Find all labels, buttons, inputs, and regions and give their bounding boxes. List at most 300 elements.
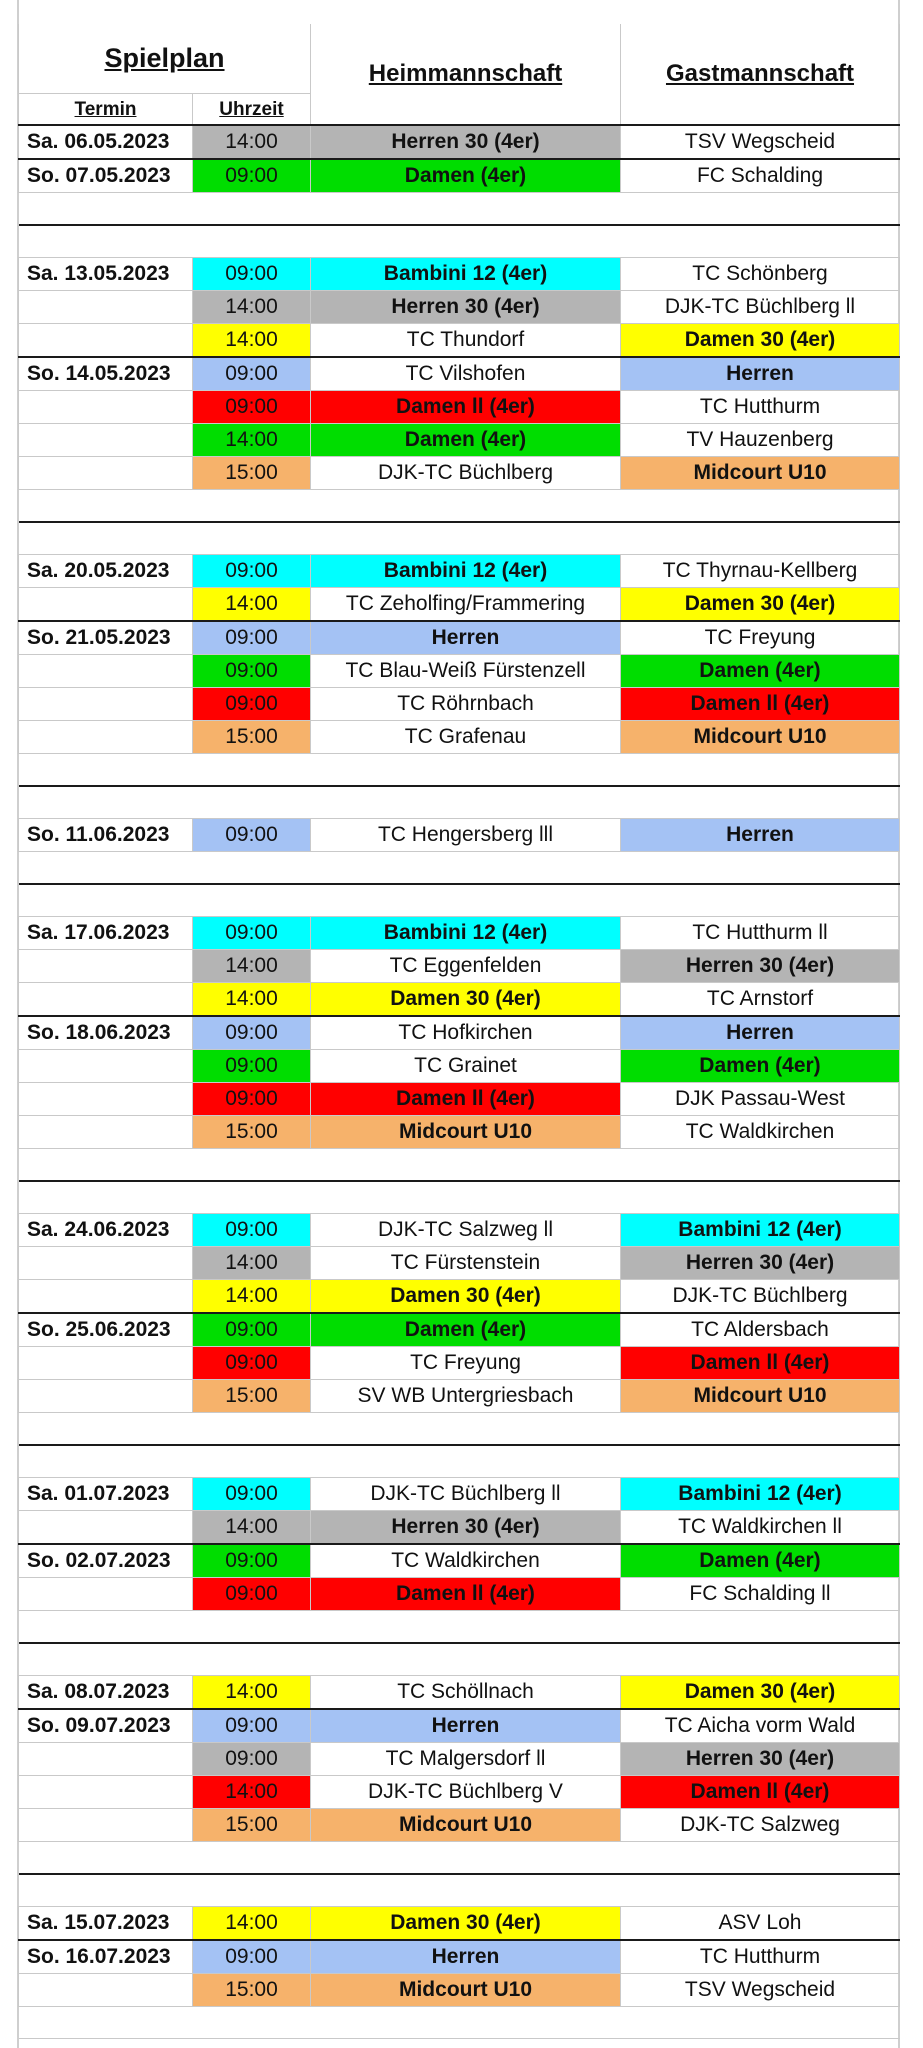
- match-time: 09:00: [193, 1578, 311, 1611]
- match-time: 15:00: [193, 1380, 311, 1413]
- spacer-cell: [311, 522, 621, 555]
- spacer-cell: [19, 1874, 193, 1907]
- spacer-cell: [19, 1643, 193, 1676]
- column-header-termin: Termin: [74, 98, 137, 120]
- column-header-away: Gastmannschaft: [665, 60, 855, 87]
- table-header: [19, 24, 900, 125]
- match-date: [19, 1116, 193, 1149]
- away-team: Bambini 12 (4er): [621, 1478, 900, 1511]
- match-row: [19, 1247, 900, 1280]
- away-team: Damen ll (4er): [621, 1347, 900, 1380]
- away-team: FC Schalding: [621, 159, 900, 193]
- away-team: TC Arnstorf: [621, 983, 900, 1017]
- home-team: Damen ll (4er): [311, 1578, 621, 1611]
- home-team: Damen 30 (4er): [311, 1907, 621, 1941]
- spacer-cell: [311, 1874, 621, 1907]
- spacer-cell: [193, 2007, 311, 2039]
- spacer-cell: [311, 1643, 621, 1676]
- away-team: Damen ll (4er): [621, 688, 900, 721]
- match-row: [19, 555, 900, 588]
- spacer-cell: [621, 852, 900, 885]
- away-team: TSV Wegscheid: [621, 1974, 900, 2007]
- match-time: 09:00: [193, 1313, 311, 1347]
- spacer-row: [19, 754, 900, 787]
- spacer-cell: [311, 1842, 621, 1875]
- match-date: So. 14.05.2023: [19, 357, 193, 391]
- match-row: [19, 1776, 900, 1809]
- match-time: 15:00: [193, 457, 311, 490]
- match-date: So. 02.07.2023: [19, 1544, 193, 1578]
- match-date: So. 18.06.2023: [19, 1016, 193, 1050]
- spacer-cell: [621, 225, 900, 258]
- away-team: ASV Loh: [621, 1907, 900, 1941]
- spacer-cell: [193, 1874, 311, 1907]
- match-row: [19, 1083, 900, 1116]
- schedule-table: [18, 24, 900, 2039]
- match-date: [19, 983, 193, 1017]
- spacer-cell: [19, 193, 193, 226]
- home-team: TC Malgersdorf ll: [311, 1743, 621, 1776]
- spacer-cell: [19, 1611, 193, 1644]
- match-date: Sa. 01.07.2023: [19, 1478, 193, 1511]
- match-row: [19, 1743, 900, 1776]
- spacer-row: [19, 522, 900, 555]
- spacer-cell: [311, 225, 621, 258]
- home-team: Bambini 12 (4er): [311, 258, 621, 291]
- spacer-cell: [311, 852, 621, 885]
- schedule-body: [19, 125, 900, 2039]
- spacer-cell: [19, 1842, 193, 1875]
- spacer-row: [19, 1874, 900, 1907]
- match-date: Sa. 08.07.2023: [19, 1676, 193, 1710]
- spacer-cell: [621, 1643, 900, 1676]
- spacer-row: [19, 490, 900, 523]
- header-uhrzeit-cell: [193, 93, 311, 125]
- spacer-row: [19, 1149, 900, 1182]
- column-header-uhrzeit: Uhrzeit: [219, 98, 284, 120]
- away-team: Damen (4er): [621, 655, 900, 688]
- spacer-cell: [621, 754, 900, 787]
- match-time: 09:00: [193, 621, 311, 655]
- away-team: Midcourt U10: [621, 721, 900, 754]
- match-row: [19, 424, 900, 457]
- spacer-cell: [621, 1149, 900, 1182]
- page-title: Spielplan: [104, 42, 225, 73]
- match-row: [19, 721, 900, 754]
- home-team: DJK-TC Salzweg ll: [311, 1214, 621, 1247]
- match-row: [19, 819, 900, 852]
- away-team: TC Schönberg: [621, 258, 900, 291]
- spacer-cell: [19, 2007, 193, 2039]
- spacer-cell: [19, 1413, 193, 1446]
- away-team: TSV Wegscheid: [621, 125, 900, 159]
- match-date: [19, 457, 193, 490]
- away-team: DJK-TC Büchlberg: [621, 1280, 900, 1314]
- away-team: Herren 30 (4er): [621, 950, 900, 983]
- away-team: TC Aicha vorm Wald: [621, 1709, 900, 1743]
- match-time: 09:00: [193, 1743, 311, 1776]
- match-date: [19, 1050, 193, 1083]
- spacer-cell: [193, 754, 311, 787]
- spacer-cell: [621, 1181, 900, 1214]
- spacer-cell: [621, 884, 900, 917]
- home-team: TC Thundorf: [311, 324, 621, 358]
- spacer-cell: [193, 1611, 311, 1644]
- away-team: Midcourt U10: [621, 1380, 900, 1413]
- spacer-cell: [19, 1181, 193, 1214]
- match-row: [19, 1511, 900, 1545]
- away-team: DJK Passau-West: [621, 1083, 900, 1116]
- home-team: Damen ll (4er): [311, 391, 621, 424]
- match-time: 09:00: [193, 688, 311, 721]
- match-row: [19, 1313, 900, 1347]
- home-team: TC Blau-Weiß Fürstenzell: [311, 655, 621, 688]
- spacer-cell: [19, 852, 193, 885]
- spacer-cell: [193, 852, 311, 885]
- match-row: [19, 917, 900, 950]
- match-row: [19, 655, 900, 688]
- away-team: FC Schalding ll: [621, 1578, 900, 1611]
- away-team: DJK-TC Salzweg: [621, 1809, 900, 1842]
- away-team: Damen 30 (4er): [621, 324, 900, 358]
- home-team: TC Hengersberg lll: [311, 819, 621, 852]
- away-team: TC Aldersbach: [621, 1313, 900, 1347]
- away-team: Herren: [621, 357, 900, 391]
- match-date: [19, 1247, 193, 1280]
- spacer-cell: [193, 1413, 311, 1446]
- home-team: DJK-TC Büchlberg ll: [311, 1478, 621, 1511]
- spacer-cell: [193, 1149, 311, 1182]
- match-date: So. 11.06.2023: [19, 819, 193, 852]
- spacer-cell: [193, 193, 311, 226]
- match-row: [19, 1809, 900, 1842]
- match-time: 14:00: [193, 1280, 311, 1314]
- match-row: [19, 1380, 900, 1413]
- match-time: 15:00: [193, 721, 311, 754]
- match-date: [19, 1776, 193, 1809]
- match-time: 14:00: [193, 291, 311, 324]
- home-team: Midcourt U10: [311, 1974, 621, 2007]
- away-team: TC Hutthurm: [621, 391, 900, 424]
- home-team: SV WB Untergriesbach: [311, 1380, 621, 1413]
- match-row: [19, 1016, 900, 1050]
- match-row: [19, 391, 900, 424]
- match-time: 14:00: [193, 950, 311, 983]
- away-team: Damen (4er): [621, 1544, 900, 1578]
- match-row: [19, 1709, 900, 1743]
- spacer-cell: [621, 1445, 900, 1478]
- spacer-cell: [19, 522, 193, 555]
- home-team: TC Freyung: [311, 1347, 621, 1380]
- match-time: 14:00: [193, 588, 311, 622]
- match-time: 09:00: [193, 1083, 311, 1116]
- match-row: [19, 324, 900, 358]
- match-row: [19, 1940, 900, 1974]
- spacer-cell: [311, 490, 621, 523]
- match-row: [19, 950, 900, 983]
- away-team: TC Hutthurm: [621, 1940, 900, 1974]
- home-team: DJK-TC Büchlberg V: [311, 1776, 621, 1809]
- match-row: [19, 159, 900, 193]
- home-team: Damen (4er): [311, 159, 621, 193]
- match-time: 09:00: [193, 258, 311, 291]
- match-date: [19, 588, 193, 622]
- spacer-cell: [621, 193, 900, 226]
- spacer-cell: [193, 884, 311, 917]
- match-date: [19, 1743, 193, 1776]
- header-home-cell: [311, 24, 621, 125]
- spacer-cell: [193, 490, 311, 523]
- spacer-cell: [19, 1149, 193, 1182]
- spacer-cell: [193, 522, 311, 555]
- match-time: 09:00: [193, 1709, 311, 1743]
- home-team: TC Schöllnach: [311, 1676, 621, 1710]
- match-date: Sa. 15.07.2023: [19, 1907, 193, 1941]
- match-time: 15:00: [193, 1974, 311, 2007]
- home-team: Herren: [311, 621, 621, 655]
- match-date: Sa. 13.05.2023: [19, 258, 193, 291]
- match-row: [19, 1214, 900, 1247]
- match-time: 09:00: [193, 1347, 311, 1380]
- spacer-cell: [193, 1842, 311, 1875]
- home-team: TC Eggenfelden: [311, 950, 621, 983]
- spacer-cell: [19, 225, 193, 258]
- match-date: [19, 1974, 193, 2007]
- match-time: 09:00: [193, 917, 311, 950]
- match-time: 09:00: [193, 357, 311, 391]
- spacer-row: [19, 1842, 900, 1875]
- home-team: Herren 30 (4er): [311, 125, 621, 159]
- home-team: TC Zeholfing/Frammering: [311, 588, 621, 622]
- home-team: TC Hofkirchen: [311, 1016, 621, 1050]
- home-team: Bambini 12 (4er): [311, 917, 621, 950]
- spacer-row: [19, 193, 900, 226]
- match-time: 09:00: [193, 1544, 311, 1578]
- match-row: [19, 621, 900, 655]
- home-team: TC Grafenau: [311, 721, 621, 754]
- away-team: Bambini 12 (4er): [621, 1214, 900, 1247]
- spacer-cell: [621, 2007, 900, 2039]
- home-team: TC Vilshofen: [311, 357, 621, 391]
- home-team: TC Waldkirchen: [311, 1544, 621, 1578]
- match-date: [19, 424, 193, 457]
- spacer-cell: [193, 225, 311, 258]
- spacer-row: [19, 1413, 900, 1446]
- spacer-cell: [311, 193, 621, 226]
- spacer-cell: [311, 1413, 621, 1446]
- match-time: 14:00: [193, 324, 311, 358]
- home-team: Damen ll (4er): [311, 1083, 621, 1116]
- column-header-home: Heimmannschaft: [368, 60, 563, 87]
- away-team: Damen ll (4er): [621, 1776, 900, 1809]
- match-row: [19, 1347, 900, 1380]
- match-row: [19, 457, 900, 490]
- away-team: TC Freyung: [621, 621, 900, 655]
- away-team: Damen (4er): [621, 1050, 900, 1083]
- spacer-cell: [311, 1181, 621, 1214]
- match-time: 09:00: [193, 819, 311, 852]
- spacer-cell: [193, 1445, 311, 1478]
- spacer-cell: [621, 1842, 900, 1875]
- match-time: 14:00: [193, 1511, 311, 1545]
- spacer-cell: [311, 1445, 621, 1478]
- match-time: 14:00: [193, 125, 311, 159]
- match-date: So. 21.05.2023: [19, 621, 193, 655]
- home-team: Herren 30 (4er): [311, 291, 621, 324]
- match-time: 14:00: [193, 1907, 311, 1941]
- match-date: [19, 291, 193, 324]
- match-row: [19, 125, 900, 159]
- match-time: 14:00: [193, 983, 311, 1017]
- away-team: TC Thyrnau-Kellberg: [621, 555, 900, 588]
- home-team: Herren: [311, 1709, 621, 1743]
- match-date: [19, 721, 193, 754]
- match-time: 15:00: [193, 1116, 311, 1149]
- spacer-row: [19, 852, 900, 885]
- away-team: TC Hutthurm ll: [621, 917, 900, 950]
- spacer-row: [19, 884, 900, 917]
- spacer-cell: [19, 754, 193, 787]
- match-row: [19, 1544, 900, 1578]
- match-row: [19, 291, 900, 324]
- match-date: [19, 1280, 193, 1314]
- spacer-cell: [19, 884, 193, 917]
- home-team: TC Grainet: [311, 1050, 621, 1083]
- match-date: [19, 391, 193, 424]
- spacer-cell: [193, 786, 311, 819]
- match-date: So. 09.07.2023: [19, 1709, 193, 1743]
- match-row: [19, 588, 900, 622]
- spacer-cell: [19, 490, 193, 523]
- match-time: 09:00: [193, 1016, 311, 1050]
- match-date: [19, 688, 193, 721]
- home-team: DJK-TC Büchlberg: [311, 457, 621, 490]
- away-team: Herren: [621, 819, 900, 852]
- away-team: Herren 30 (4er): [621, 1743, 900, 1776]
- spacer-row: [19, 225, 900, 258]
- match-time: 09:00: [193, 1478, 311, 1511]
- spacer-cell: [311, 2007, 621, 2039]
- spacer-cell: [311, 1149, 621, 1182]
- home-team: Damen (4er): [311, 1313, 621, 1347]
- spacer-row: [19, 2007, 900, 2039]
- spacer-cell: [621, 786, 900, 819]
- match-row: [19, 1907, 900, 1941]
- spacer-cell: [621, 522, 900, 555]
- match-time: 09:00: [193, 555, 311, 588]
- spacer-cell: [193, 1181, 311, 1214]
- spacer-cell: [193, 1643, 311, 1676]
- away-team: TC Waldkirchen: [621, 1116, 900, 1149]
- match-time: 09:00: [193, 1050, 311, 1083]
- home-team: Herren: [311, 1940, 621, 1974]
- spacer-cell: [311, 754, 621, 787]
- home-team: TC Fürstenstein: [311, 1247, 621, 1280]
- spacer-cell: [621, 1413, 900, 1446]
- match-date: So. 25.06.2023: [19, 1313, 193, 1347]
- match-row: [19, 258, 900, 291]
- away-team: TV Hauzenberg: [621, 424, 900, 457]
- spacer-row: [19, 786, 900, 819]
- match-row: [19, 983, 900, 1017]
- spacer-cell: [311, 1611, 621, 1644]
- home-team: Damen 30 (4er): [311, 983, 621, 1017]
- header-termin-cell: [19, 93, 193, 125]
- spacer-row: [19, 1445, 900, 1478]
- match-time: 09:00: [193, 391, 311, 424]
- spacer-row: [19, 1181, 900, 1214]
- spacer-cell: [311, 884, 621, 917]
- spacer-cell: [621, 1874, 900, 1907]
- match-time: 14:00: [193, 1676, 311, 1710]
- home-team: Herren 30 (4er): [311, 1511, 621, 1545]
- match-time: 14:00: [193, 1776, 311, 1809]
- match-time: 14:00: [193, 424, 311, 457]
- match-time: 09:00: [193, 1940, 311, 1974]
- match-row: [19, 357, 900, 391]
- match-date: [19, 655, 193, 688]
- match-date: Sa. 17.06.2023: [19, 917, 193, 950]
- match-row: [19, 1578, 900, 1611]
- spacer-cell: [621, 1611, 900, 1644]
- match-time: 09:00: [193, 655, 311, 688]
- away-team: Herren 30 (4er): [621, 1247, 900, 1280]
- match-date: [19, 1347, 193, 1380]
- home-team: Midcourt U10: [311, 1809, 621, 1842]
- match-row: [19, 688, 900, 721]
- spacer-cell: [19, 786, 193, 819]
- away-team: TC Waldkirchen ll: [621, 1511, 900, 1545]
- match-row: [19, 1116, 900, 1149]
- match-date: [19, 324, 193, 358]
- home-team: TC Röhrnbach: [311, 688, 621, 721]
- match-date: [19, 1809, 193, 1842]
- match-date: [19, 1578, 193, 1611]
- away-team: Herren: [621, 1016, 900, 1050]
- match-date: [19, 1083, 193, 1116]
- match-row: [19, 1974, 900, 2007]
- match-date: Sa. 06.05.2023: [19, 125, 193, 159]
- match-row: [19, 1478, 900, 1511]
- home-team: Midcourt U10: [311, 1116, 621, 1149]
- match-date: Sa. 24.06.2023: [19, 1214, 193, 1247]
- header-away-cell: [621, 24, 900, 125]
- match-date: Sa. 20.05.2023: [19, 555, 193, 588]
- spacer-row: [19, 1643, 900, 1676]
- match-time: 14:00: [193, 1247, 311, 1280]
- match-time: 09:00: [193, 1214, 311, 1247]
- match-date: So. 07.05.2023: [19, 159, 193, 193]
- away-team: DJK-TC Büchlberg ll: [621, 291, 900, 324]
- match-date: [19, 1380, 193, 1413]
- match-date: [19, 950, 193, 983]
- match-date: So. 16.07.2023: [19, 1940, 193, 1974]
- match-row: [19, 1050, 900, 1083]
- match-row: [19, 1280, 900, 1314]
- match-time: 09:00: [193, 159, 311, 193]
- away-team: Damen 30 (4er): [621, 1676, 900, 1710]
- home-team: Damen (4er): [311, 424, 621, 457]
- header-title-cell: [19, 24, 311, 93]
- away-team: Midcourt U10: [621, 457, 900, 490]
- spacer-row: [19, 1611, 900, 1644]
- match-date: [19, 1511, 193, 1545]
- spacer-cell: [19, 1445, 193, 1478]
- match-row: [19, 1676, 900, 1710]
- spacer-cell: [311, 786, 621, 819]
- home-team: Bambini 12 (4er): [311, 555, 621, 588]
- home-team: Damen 30 (4er): [311, 1280, 621, 1314]
